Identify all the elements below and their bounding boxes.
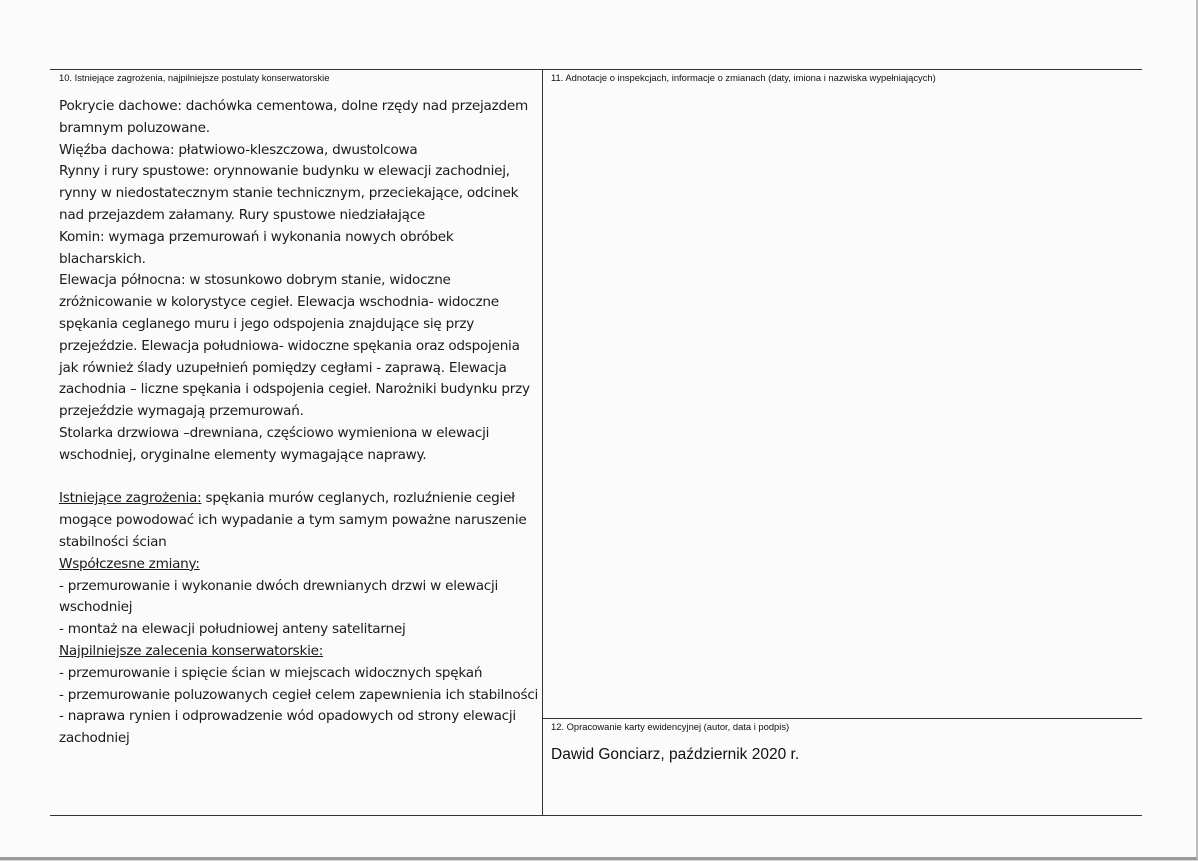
threats-text: spękania murów ceglanych, rozluźnienie cegieł mogące powodować ich wypadanie a tym samym poważne naruszenie stabilności ścian	[59, 490, 527, 550]
threats-paragraph	[59, 488, 541, 553]
top-rule	[50, 69, 1142, 70]
section-10-body	[59, 96, 541, 750]
roof-covering-line: Pokrycie dachowe: dachówka cementowa, dolne rzędy nad przejazdem bramnym poluzowane.	[59, 98, 528, 136]
roof-truss-line: Więźba dachowa: płatwiowo-kleszczowa, dwustolcowa	[59, 141, 418, 158]
door-joinery-line: Stolarka drzwiowa –drewniana, częściowo wymieniona w elewacji wschodniej, oryginalne elementy wymagające naprawy.	[59, 424, 490, 463]
threats-label: Istniejące zagrożenia:	[59, 490, 202, 507]
section-11-header: 11. Adnotacje o inspekcjach, informacje o zmianach (daty, imiona i nazwiska wypełniających)	[551, 72, 936, 83]
recommendation-item: - przemurowanie i spięcie ścian w miejscach widocznych spękań	[59, 664, 483, 681]
section-12-header: 12. Opracowanie karty ewidencyjnej (autor, data i podpis)	[551, 721, 790, 732]
recommendation-item: - przemurowanie poluzowanych cegieł celem zapewnienia ich stabilności	[59, 686, 539, 703]
column-divider	[542, 69, 543, 815]
elevations-line: Elewacja północna: w stosunkowo dobrym stanie, widoczne zróżnicowanie w kolorystyce cegieł. Elewacja wschodnia- widoczne spękania ceglanego muru i jego odspojenia znajdujące się przy przejeździe. Elewacja południowa- widoczne spękania oraz odspojenia jak również ślady uzupełnień pomiędzy cegłami - zaprawą. Elewacja zachodnia – liczne spękania i odspojenia cegieł. Narożniki budynku przy przejeździe wymagają przemurowań.	[59, 272, 530, 420]
recommendation-item: - naprawa rynien i odprowadzenie wód opadowych od strony elewacji zachodniej	[59, 708, 516, 747]
recommendations-label: Najpilniejsze zalecenia konserwatorskie:	[59, 642, 324, 659]
chimney-line: Komin: wymaga przemurowań i wykonania nowych obróbek blacharskich.	[59, 228, 454, 267]
author-signature: Dawid Gonciarz, październik 2020 r.	[551, 746, 800, 763]
change-item: - przemurowanie i wykonanie dwóch drewnianych drzwi w elewacji wschodniej	[59, 577, 499, 616]
bottom-rule	[50, 815, 1142, 816]
change-item: - montaż na elewacji południowej anteny satelitarnej	[59, 621, 406, 638]
section-12-rule	[543, 718, 1142, 719]
spacer	[59, 467, 541, 489]
gutters-line: Rynny i rury spustowe: orynnowanie budynku w elewacji zachodniej, rynny w niedostatecznym stanie technicznym, przeciekające, odcinek nad przejazdem załamany. Rury spustowe niedziałające	[59, 163, 519, 223]
changes-label: Współczesne zmiany:	[59, 555, 200, 572]
section-10-header: 10. Istniejące zagrożenia, najpilniejsze postulaty konserwatorskie	[59, 72, 330, 83]
